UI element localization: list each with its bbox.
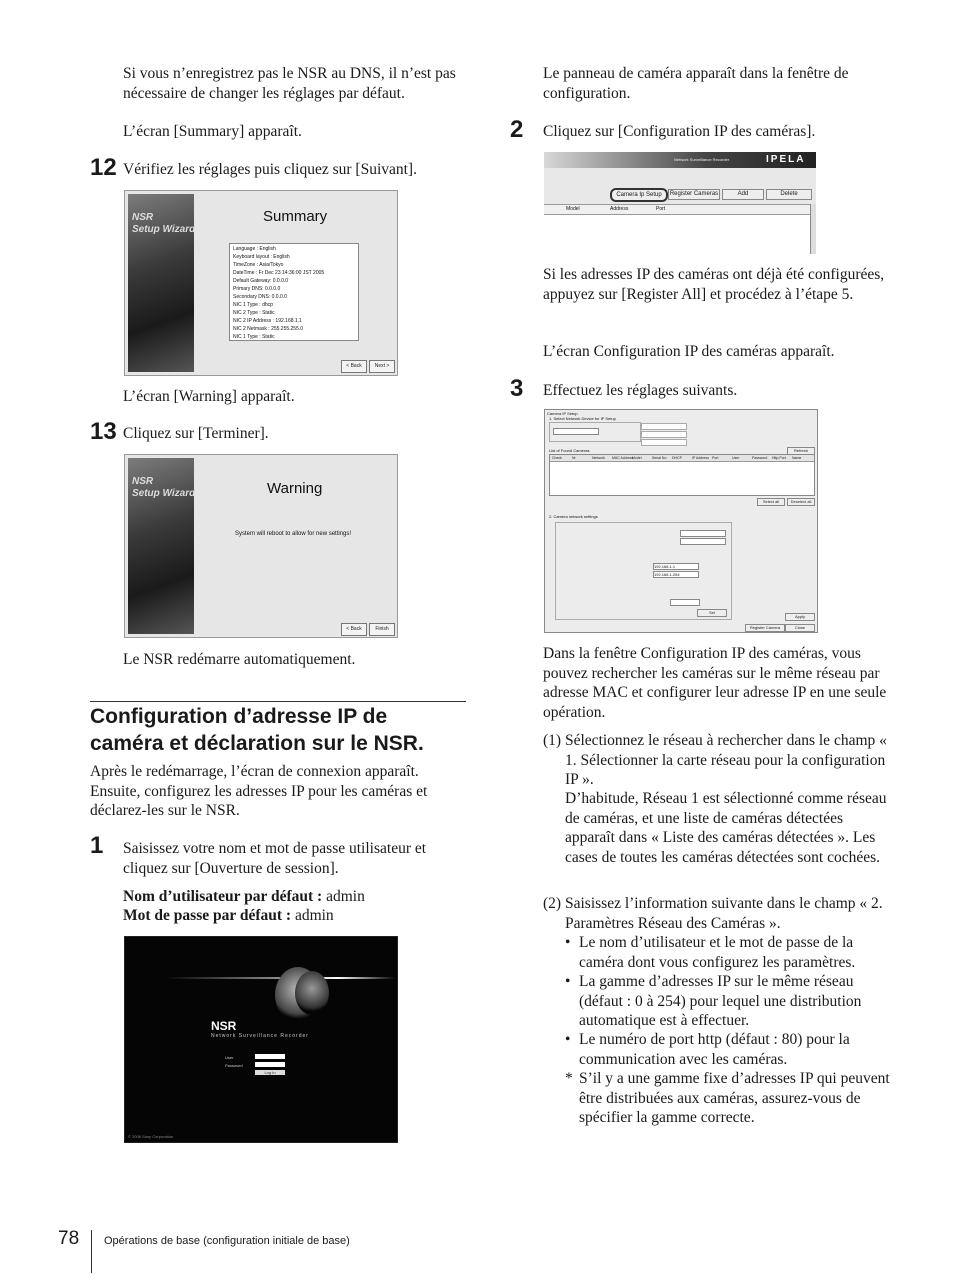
login-brand: NSR [211,1019,237,1033]
cfg-title: Camera IP Setup [547,411,578,416]
summary-line: TimeZone : Asia/Tokyo [233,262,284,268]
paragraph-dns: Si vous n’enregistrez pas le NSR au DNS, il n’est pas nécessaire de changer les réglages par défaut. [123,65,456,102]
cfg-subnet-field[interactable] [641,431,687,438]
back-button[interactable]: < Back [341,360,367,373]
footer-section: Opérations de base (configuration initiale de base) [104,1235,350,1247]
item-1-text-continued: D’habitude, Réseau 1 est sélectionné comme réseau de caméras, et une liste de caméras détectées apparaît dans « Liste des caméras détectées ». Les cases de toutes les caméras détectées sont cochées. [565,790,887,866]
cfg-ip-field[interactable] [641,423,687,430]
camera-ip-setup-screenshot [544,409,818,633]
login-screenshot [124,936,398,1143]
wizard-logo-text: NSR Setup Wizard [132,212,196,235]
warning-title: Warning [267,480,323,497]
item-2-label: (2) [543,895,562,912]
cfg-password-field[interactable] [680,538,726,545]
delete-button[interactable]: Delete [766,189,812,200]
step-12-text: Vérifiez les réglages puis cliquez sur [Suivant]. [123,161,417,178]
step-13-text: Cliquez sur [Terminer]. [123,425,269,442]
bullet-credentials: Le nom d’utilisateur et le mot de passe de la caméra dont vous configurez les paramètres. [579,934,856,971]
register-cameras-button[interactable]: Register Cameras [668,189,720,200]
cfg-column-header: DHCP [672,456,682,460]
summary-line: NIC 2 IP Address : 192.168.1.1 [233,318,302,324]
default-pass-line [123,906,468,926]
login-subtitle: Network Surveillance Recorder [211,1033,309,1039]
item-1-text: Sélectionnez le réseau à rechercher dans le champ « 1. Sélectionner la carte réseau pour la configuration IP ». [565,732,887,788]
step-2-text: Cliquez sur [Configuration IP des caméras]. [543,123,816,140]
step-1-text: Saisissez votre nom et mot de passe utilisateur et cliquez sur [Ouverture de session]. [123,840,427,877]
step-number-12: 12 [90,154,117,181]
cfg-ip-from-field[interactable]: 192.168.1.1 [653,563,699,570]
panel-header-text: Network Surveillance Recorder [674,157,730,162]
panel-column-header [544,204,810,215]
summary-line: DateTime : Fr Dec 23 14:36:00 JST 2005 [233,270,325,276]
step-number-13: 13 [90,418,117,445]
bullet-mark: • [565,934,571,951]
cfg-username-field[interactable] [680,530,726,537]
cfg-list-label: List of Found Cameras [549,448,590,453]
summary-list [229,243,359,341]
wizard-logo-text: NSR Setup Wizard [132,476,196,499]
add-button[interactable]: Add [722,189,764,200]
summary-line: NIC 1 Type : dhcp [233,302,273,308]
panel-scrollbar[interactable] [810,204,816,254]
wizard-sidebar [128,458,194,634]
close-button[interactable]: Close [785,624,815,632]
cfg-column-header: Name [792,456,802,460]
cfg-network-settings-label: 2. Camera network settings [549,514,598,519]
panel-header [544,152,816,168]
deselect-all-button[interactable]: Deselect all [787,498,815,506]
cfg-device-select[interactable] [553,428,599,435]
summary-line: NIC 2 Type : Static [233,310,275,316]
summary-line: Language : English [233,246,276,252]
column-address: Address [610,206,629,212]
paragraph-already-configured: Si les adresses IP des caméras ont déjà été configurées, appuyez sur [Register All] et procédez à l’étape 5. [543,266,885,303]
step-number-3: 3 [510,375,524,402]
default-user-value: admin [322,888,365,905]
bullet-http-port: Le numéro de port http (défaut : 80) pour la communication avec les caméras. [579,1031,850,1068]
cfg-column-header: MAC Address [612,456,634,460]
apply-button[interactable]: Apply [785,613,815,621]
summary-line: NIC 2 Netmask : 255.255.255.0 [233,326,304,332]
step-3-text: Effectuez les réglages suivants. [543,382,738,399]
panel-brand: IPELA [766,154,806,165]
default-pass-value: admin [291,907,334,924]
column-port: Port [656,206,666,212]
cfg-column-header: Password [752,456,768,460]
paragraph-summary-appears: L’écran [Summary] apparaît. [123,123,302,140]
footer-divider [91,1230,92,1273]
cfg-select-label: 1. Select Network Device for IP Setup [549,416,616,421]
summary-title: Summary [263,208,328,225]
cfg-column-header: Serial No [652,456,667,460]
summary-line: Keyboard layout : English [233,254,290,260]
item-1-label: (1) [543,732,562,749]
camera-panel-screenshot [544,152,816,254]
default-pass-label: Mot de passe par défaut : [123,907,292,924]
cfg-column-header: Model [632,456,642,460]
back-button[interactable]: < Back [341,623,367,636]
wizard-logo [132,476,195,500]
cfg-column-header: Http Port [772,456,786,460]
paragraph-panel-appears: Le panneau de caméra apparaît dans la fenêtre de configuration. [543,65,849,102]
register-camera-button[interactable]: Register Camera [745,624,785,632]
summary-line: Default Gateway: 0.0.0.0 [233,278,289,284]
paragraph-warning-appears: L’écran [Warning] apparaît. [123,388,295,405]
section-heading: Configuration d’adresse IP de caméra et déclaration sur le NSR. [90,705,424,755]
cfg-camera-list [549,454,815,496]
note-mark: * [565,1070,573,1087]
cfg-column-header: Check [552,456,562,460]
password-label: Password [225,1063,243,1068]
bullet-mark: • [565,973,571,990]
cfg-column-header: User [732,456,740,460]
cfg-column-header: Network [592,456,605,460]
cfg-column-header: IP Address [692,456,709,460]
finish-button[interactable]: Finish [369,623,395,636]
warning-screenshot [124,454,398,638]
refresh-button[interactable]: Refresh [787,447,815,455]
camera-ip-setup-button[interactable]: Camera Ip Setup [610,188,668,202]
cfg-http-port-field[interactable] [670,599,700,606]
cfg-ip-to-field[interactable]: 192.168.1.254 [653,571,699,578]
default-user-label: Nom d’utilisateur par défaut : [123,888,323,905]
cfg-column-header: Port [712,456,719,460]
user-input[interactable] [255,1054,285,1059]
bullet-mark: • [565,1031,571,1048]
wizard-sidebar [128,194,194,372]
password-input[interactable] [255,1062,285,1067]
paragraph-window-description: Dans la fenêtre Configuration IP des caméras, vous pouvez rechercher les caméras sur le même réseau par adresse MAC et configurer leur adresse IP en une seule opération. [543,645,887,721]
cfg-camera-list-header [550,455,814,462]
login-button[interactable]: Log In [255,1070,285,1075]
summary-line: Secondary DNS: 0.0.0.0 [233,294,287,300]
paragraph-reboot: Le NSR redémarre automatiquement. [123,651,356,668]
next-button[interactable]: Next > [369,360,395,373]
summary-screenshot [124,190,398,376]
cfg-gateway-field[interactable] [641,439,687,446]
set-button[interactable]: Set [697,609,727,617]
default-user-line [123,887,468,907]
cfg-column-header: Nr [572,456,576,460]
paragraph-after-reboot: Après le redémarrage, l’écran de connexion apparaît. Ensuite, configurez les adresses IP pour les caméras et déclarez-les sur le NSR. [90,763,428,819]
bullet-ip-range: La gamme d’adresses IP sur le même réseau (défaut : 0 à 254) pour lequel une distribution automatique est à effectuer. [579,973,862,1029]
step-number-1: 1 [90,832,104,859]
globe-graphic [295,971,329,1015]
select-all-button[interactable]: Select all [757,498,785,506]
page-number: 78 [58,1228,80,1249]
wizard-logo [132,212,195,236]
summary-line: NIC 1 Type : Static [233,334,275,340]
user-label: User [225,1055,234,1060]
step-number-2: 2 [510,116,524,143]
paragraph-config-screen: L’écran Configuration IP des caméras apparaît. [543,343,835,360]
login-copyright: © 2006 Sony Corporation [128,1134,174,1139]
warning-message: System will reboot to allow for new settings! [235,531,352,537]
summary-line: Primary DNS: 0.0.0.0 [233,286,281,292]
item-2-text: Saisissez l’information suivante dans le champ « 2. Paramètres Réseau des Caméras ». [565,895,883,932]
column-model: Model [566,206,580,212]
note-fixed-range: S’il y a une gamme fixe d’adresses IP qui peuvent être distribuées aux caméras, assurez-vous de spécifier la gamme correcte. [579,1070,890,1126]
heading-rule [90,701,466,702]
